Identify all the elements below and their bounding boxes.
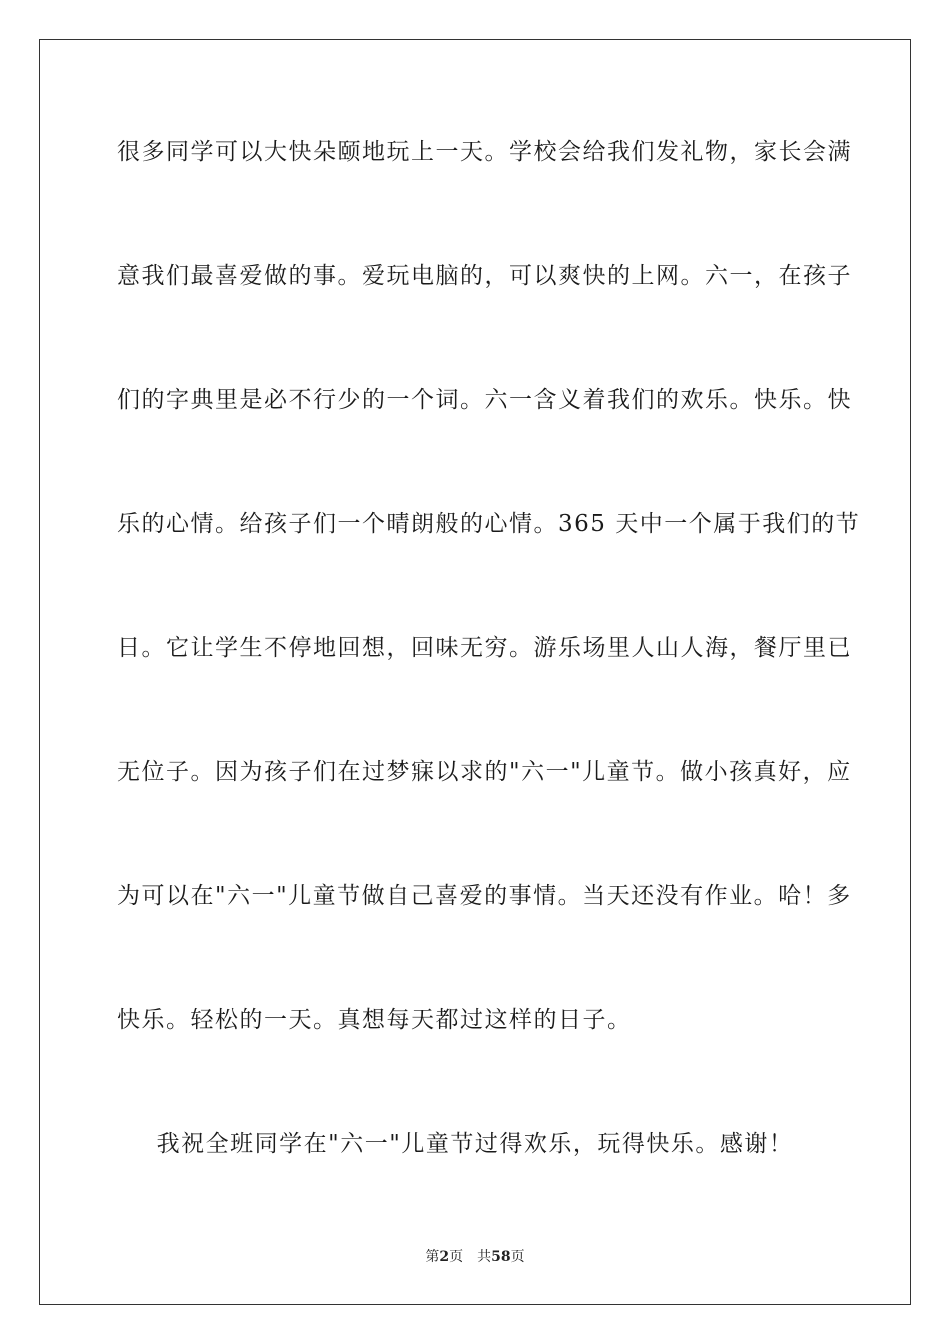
page-footer bbox=[0, 1248, 950, 1266]
closing-line: 我祝全班同学在"六一"儿童节过得欢乐，玩得快乐。感谢！ bbox=[156, 1131, 794, 1157]
body-line-8: 快乐。轻松的一天。真想每天都过这样的日子。 bbox=[117, 1007, 632, 1033]
footer-page-number: 2 bbox=[439, 1249, 450, 1265]
footer-page-suffix: 页 bbox=[449, 1249, 464, 1265]
body-line-5: 日。它让学生不停地回想，回味无穷。游乐场里人山人海，餐厅里已 bbox=[117, 635, 852, 661]
page-border bbox=[39, 39, 911, 1305]
body-line-6: 无位子。因为孩子们在过梦寐以求的"六一"儿童节。做小孩真好，应 bbox=[117, 759, 852, 785]
body-line-1: 很多同学可以大快朵颐地玩上一天。学校会给我们发礼物，家长会满 bbox=[117, 139, 852, 165]
body-line-3: 们的字典里是必不行少的一个词。六一含义着我们的欢乐。快乐。快 bbox=[117, 387, 852, 413]
footer-total-pages: 58 bbox=[491, 1249, 511, 1265]
body-line-4: 乐的心情。给孩子们一个晴朗般的心情。365 天中一个属于我们的节 bbox=[117, 511, 861, 537]
body-line-2: 意我们最喜爱做的事。爱玩电脑的，可以爽快的上网。六一，在孩子 bbox=[117, 263, 852, 289]
footer-total-suffix: 页 bbox=[510, 1249, 525, 1265]
body-line-7: 为可以在"六一"儿童节做自己喜爱的事情。当天还没有作业。哈！多 bbox=[117, 883, 852, 909]
footer-total-prefix: 共 bbox=[477, 1249, 492, 1265]
footer-page-prefix: 第 bbox=[425, 1249, 440, 1265]
